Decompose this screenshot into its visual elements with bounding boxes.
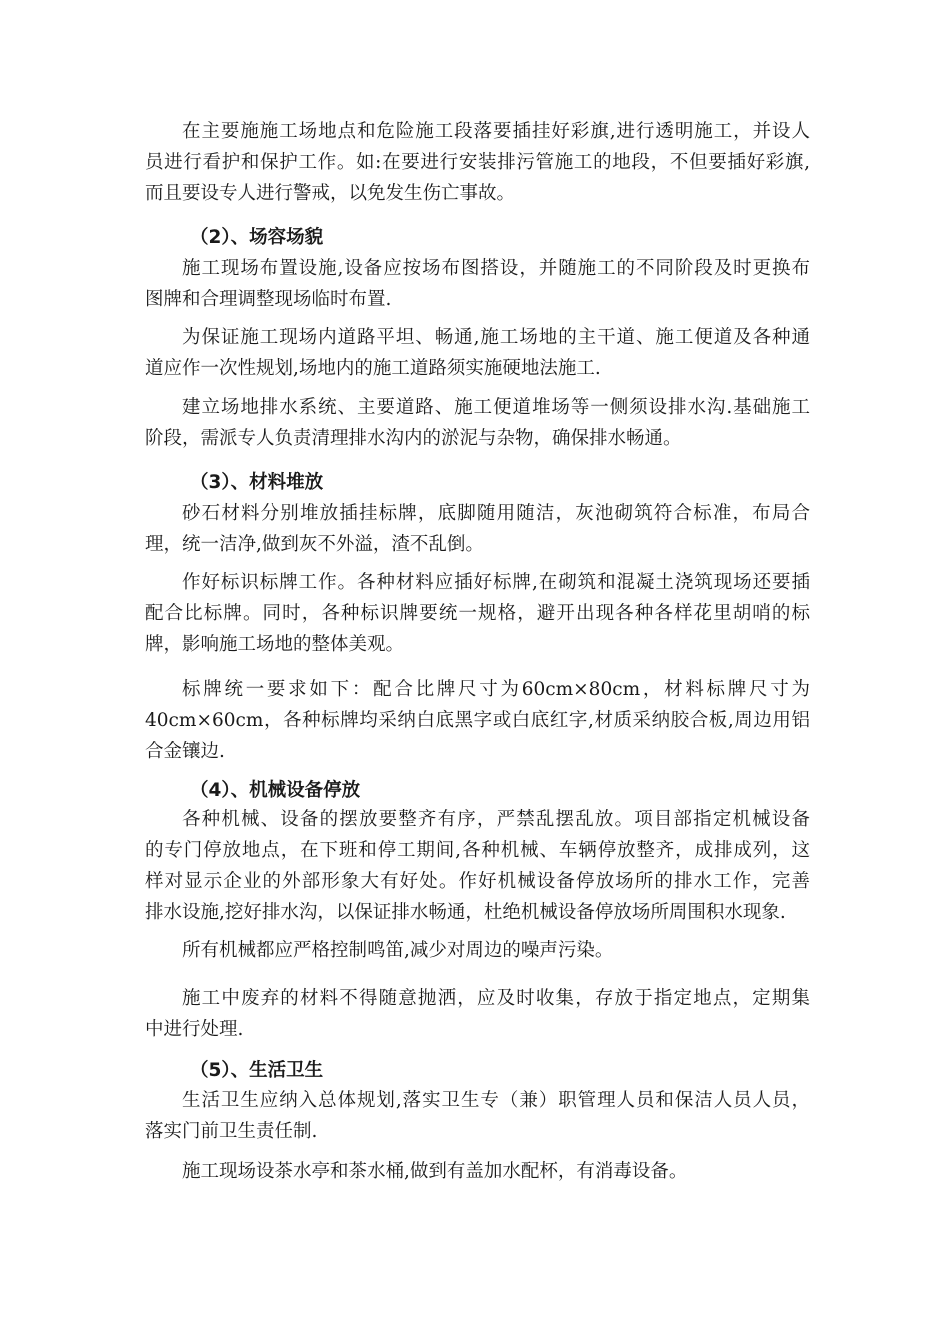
- section-heading-5: （5）、生活卫生: [190, 1060, 324, 1081]
- text-line: 为保证施工现场内道路平坦、畅通,施工场地的主干道、施工便道及各种通: [182, 327, 810, 348]
- section-heading-2: （2）、场容场貌: [190, 227, 324, 248]
- paragraph-9: [145, 935, 810, 966]
- text-line: 牌，影响施工场地的整体美观。: [145, 634, 405, 655]
- text-line: 施工中废弃的材料不得随意抛洒，应及时收集，存放于指定地点，定期集: [182, 988, 810, 1009]
- text-line: 道应作一次性规划,场地内的施工道路须实施硬地法施工.: [145, 358, 601, 379]
- paragraph-11: [145, 1085, 810, 1147]
- text-line: 落实门前卫生责任制.: [145, 1121, 318, 1142]
- text-line: 生活卫生应纳入总体规划,落实卫生专（兼）职管理人员和保洁人员人员，: [182, 1090, 810, 1111]
- text-line: 理，统一洁净,做到灰不外溢，渣不乱倒。: [145, 534, 484, 555]
- text-line: 合金镶边.: [145, 741, 225, 762]
- text-line: 标牌统一要求如下：配合比牌尺寸为60cm×80cm，材料标牌尺寸为: [182, 679, 810, 700]
- text-line: 而且要设专人进行警戒，以免发生伤亡事故。: [145, 183, 516, 204]
- text-line: 砂石材料分别堆放插挂标牌，底脚随用随洁，灰池砌筑符合标准，布局合: [182, 503, 810, 524]
- text-line: 建立场地排水系统、主要道路、施工便道堆场等一侧须设排水沟.基础施工: [182, 397, 810, 418]
- text-line: 施工现场布置设施,设备应按场布图搭设，并随施工的不同阶段及时更换布: [182, 258, 810, 279]
- paragraph-10: [145, 983, 810, 1045]
- paragraph-3: [145, 322, 810, 384]
- paragraph-4: [145, 392, 810, 454]
- text-line: 样对显示企业的外部形象大有好处。作好机械设备停放场所的排水工作，完善: [145, 871, 810, 892]
- text-line: 在主要施施工场地点和危险施工段落要插挂好彩旗,进行透明施工，并设人: [182, 121, 810, 142]
- section-heading-4: （4）、机械设备停放: [190, 780, 361, 801]
- paragraph-7: [145, 674, 810, 767]
- text-line: 配合比标牌。同时，各种标识牌要统一规格，避开出现各种各样花里胡哨的标: [145, 603, 810, 624]
- text-line: 各种机械、设备的摆放要整齐有序，严禁乱摆乱放。项目部指定机械设备: [182, 809, 810, 830]
- text-line: 所有机械都应严格控制鸣笛,减少对周边的噪声污染。: [182, 940, 614, 961]
- paragraph-6: [145, 567, 810, 660]
- text-line: 作好标识标牌工作。各种材料应插好标牌,在砌筑和混凝土浇筑现场还要插: [182, 572, 810, 593]
- text-line: 施工现场设茶水亭和茶水桶,做到有盖加水配杯，有消毒设备。: [182, 1161, 688, 1182]
- paragraph-1: [145, 116, 810, 209]
- text-line: 排水设施,挖好排水沟，以保证排水畅通，杜绝机械设备停放场所周围积水现象.: [145, 902, 786, 923]
- text-line: 中进行处理.: [145, 1019, 244, 1040]
- section-heading-3: （3）、材料堆放: [190, 472, 324, 493]
- text-line: 的专门停放地点，在下班和停工期间,各种机械、车辆停放整齐，成排成列，这: [145, 840, 810, 861]
- text-line: 40cm×60cm，各种标牌均采纳白底黑字或白底红字,材质采纳胶合板,周边用铝: [145, 710, 810, 731]
- paragraph-5: [145, 498, 810, 560]
- paragraph-8: [145, 804, 810, 928]
- paragraph-2: [145, 253, 810, 315]
- paragraph-12: [145, 1156, 810, 1187]
- text-line: 阶段，需派专人负责清理排水沟内的淤泥与杂物，确保排水畅通。: [145, 428, 682, 449]
- text-line: 图牌和合理调整现场临时布置.: [145, 289, 392, 310]
- text-line: 员进行看护和保护工作。如:在要进行安装排污管施工的地段，不但要插好彩旗,: [145, 152, 810, 173]
